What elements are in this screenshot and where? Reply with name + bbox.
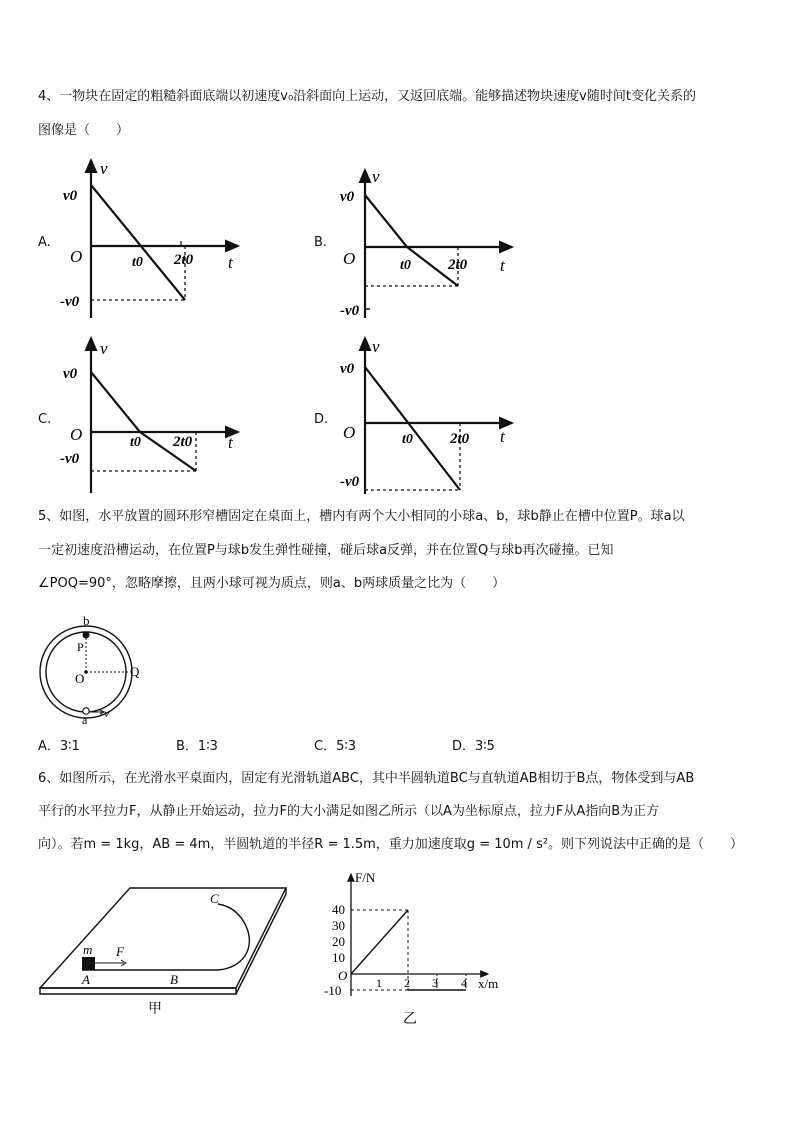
block-m (82, 957, 95, 970)
ylabel: F/N (355, 870, 376, 885)
svg-text:v0: v0 (63, 366, 78, 382)
svg-text:t0: t0 (400, 258, 411, 273)
table-edge (40, 988, 236, 994)
q5-line1: 5、如图，水平放置的圆环形窄槽固定在桌面上，槽内有两个大小相同的小球a、b，球b静止在槽中位置P。球a以 (38, 509, 685, 524)
svg-text:O: O (343, 423, 356, 442)
svg-text:-v0: -v0 (340, 474, 360, 490)
q6-figure-jia (38, 858, 294, 1020)
svg-text:t0: t0 (130, 435, 141, 450)
velocity-line (91, 185, 185, 300)
svg-text:t: t (500, 256, 505, 275)
neg-v0-label: -v0 (60, 294, 80, 310)
svg-text:O: O (338, 968, 348, 983)
q5-choice-c: C．5∶3 (314, 739, 357, 754)
q5-choice-d: D．3∶5 (452, 739, 495, 754)
svg-text:v: v (372, 168, 380, 186)
q5-choice-a: A．3∶1 (38, 739, 80, 754)
caption-jia: 甲 (148, 1002, 162, 1017)
label-a: a (82, 713, 88, 726)
svg-text:2t0: 2t0 (448, 257, 468, 273)
q4-graph-c (60, 336, 245, 498)
label-o: O (75, 671, 85, 686)
v-label: v (100, 159, 108, 178)
svg-text:m: m (83, 942, 93, 957)
caption-yi: 乙 (403, 1012, 417, 1027)
svg-text:4: 4 (461, 976, 467, 990)
svg-text:F: F (116, 944, 124, 959)
q4-line2: 图像是（ ） (38, 123, 130, 138)
2t0-label: 2t0 (174, 252, 194, 268)
label-p: P (77, 640, 84, 654)
svg-text:t: t (228, 433, 233, 452)
v0-label: v0 (63, 188, 78, 204)
label-v: v (104, 706, 110, 720)
svg-text:20: 20 (332, 934, 345, 949)
svg-text:B: B (170, 972, 178, 987)
q6-line3: 向）。若m = 1kg，AB = 4m，半圆轨道的半径R = 1.5m，重力加速度取g = 10m / s²。则下列说法中正确的是（ ） (38, 837, 744, 852)
svg-text:O: O (343, 249, 356, 268)
t-label: t (228, 253, 233, 272)
track-bc (218, 904, 249, 970)
label-q: Q (130, 664, 140, 679)
q4-option-d-label: D. (314, 412, 329, 427)
svg-text:2t0: 2t0 (173, 434, 193, 450)
q6-line1: 6、如图所示，在光滑水平桌面内，固定有光滑轨道ABC，其中半圆轨道BC与直轨道AB相切于B点，物体受到与AB (38, 771, 695, 786)
q5-choice-b: B．1∶3 (176, 739, 218, 754)
ball-b (83, 632, 90, 639)
svg-text:1: 1 (376, 976, 382, 990)
svg-text:O: O (70, 425, 83, 444)
q5-ring-figure (38, 614, 148, 726)
svg-text:A: A (82, 972, 90, 987)
force-ramp (351, 910, 408, 974)
q4-option-b-label: B. (314, 235, 328, 250)
svg-text:v0: v0 (340, 361, 355, 377)
svg-text:-v0: -v0 (340, 303, 360, 319)
svg-text:t0: t0 (402, 432, 413, 447)
svg-text:30: 30 (332, 918, 345, 933)
label-b: b (83, 614, 90, 628)
q6-figure-yi (318, 868, 508, 1028)
q5-line2: 一定初速度沿槽运动，在位置P与球b发生弹性碰撞，碰后球a反弹，并在位置Q与球b再次碰撞。已知 (38, 543, 614, 558)
q4-graph-b (340, 168, 520, 328)
q6-line2: 平行的水平拉力F，从静止开始运动，拉力F的大小满足如图乙所示（以A为坐标原点，拉力F从A指向B为正方 (38, 804, 660, 819)
svg-text:C: C (210, 891, 219, 906)
svg-text:2: 2 (404, 976, 410, 990)
q4-option-c-label: C. (38, 412, 52, 427)
q5-line3: ∠POQ=90°，忽略摩擦，且两小球可视为质点，则a、b两球质量之比为（ ） (38, 576, 506, 591)
q4-graph-a (60, 158, 245, 323)
svg-text:v0: v0 (340, 189, 355, 205)
xlabel: x/m (478, 976, 499, 991)
q4-option-a-label: A. (38, 235, 51, 250)
svg-text:t: t (500, 427, 505, 446)
svg-text:v: v (372, 337, 380, 356)
svg-text:10: 10 (332, 950, 345, 965)
svg-text:2t0: 2t0 (450, 431, 470, 447)
svg-text:-v0: -v0 (60, 451, 80, 467)
t0-label: t0 (132, 255, 143, 270)
svg-text:40: 40 (332, 902, 345, 917)
svg-text:3: 3 (432, 976, 438, 990)
svg-text:v: v (100, 339, 108, 358)
q4-graph-d (340, 336, 520, 498)
q4-line1: 4、一物块在固定的粗糙斜面底端以初速度v₀沿斜面向上运动，又返回底端。能够描述物块速度v随时间t变化关系的 (38, 89, 696, 104)
origin-label: O (70, 247, 83, 266)
svg-text:-10: -10 (324, 983, 342, 998)
